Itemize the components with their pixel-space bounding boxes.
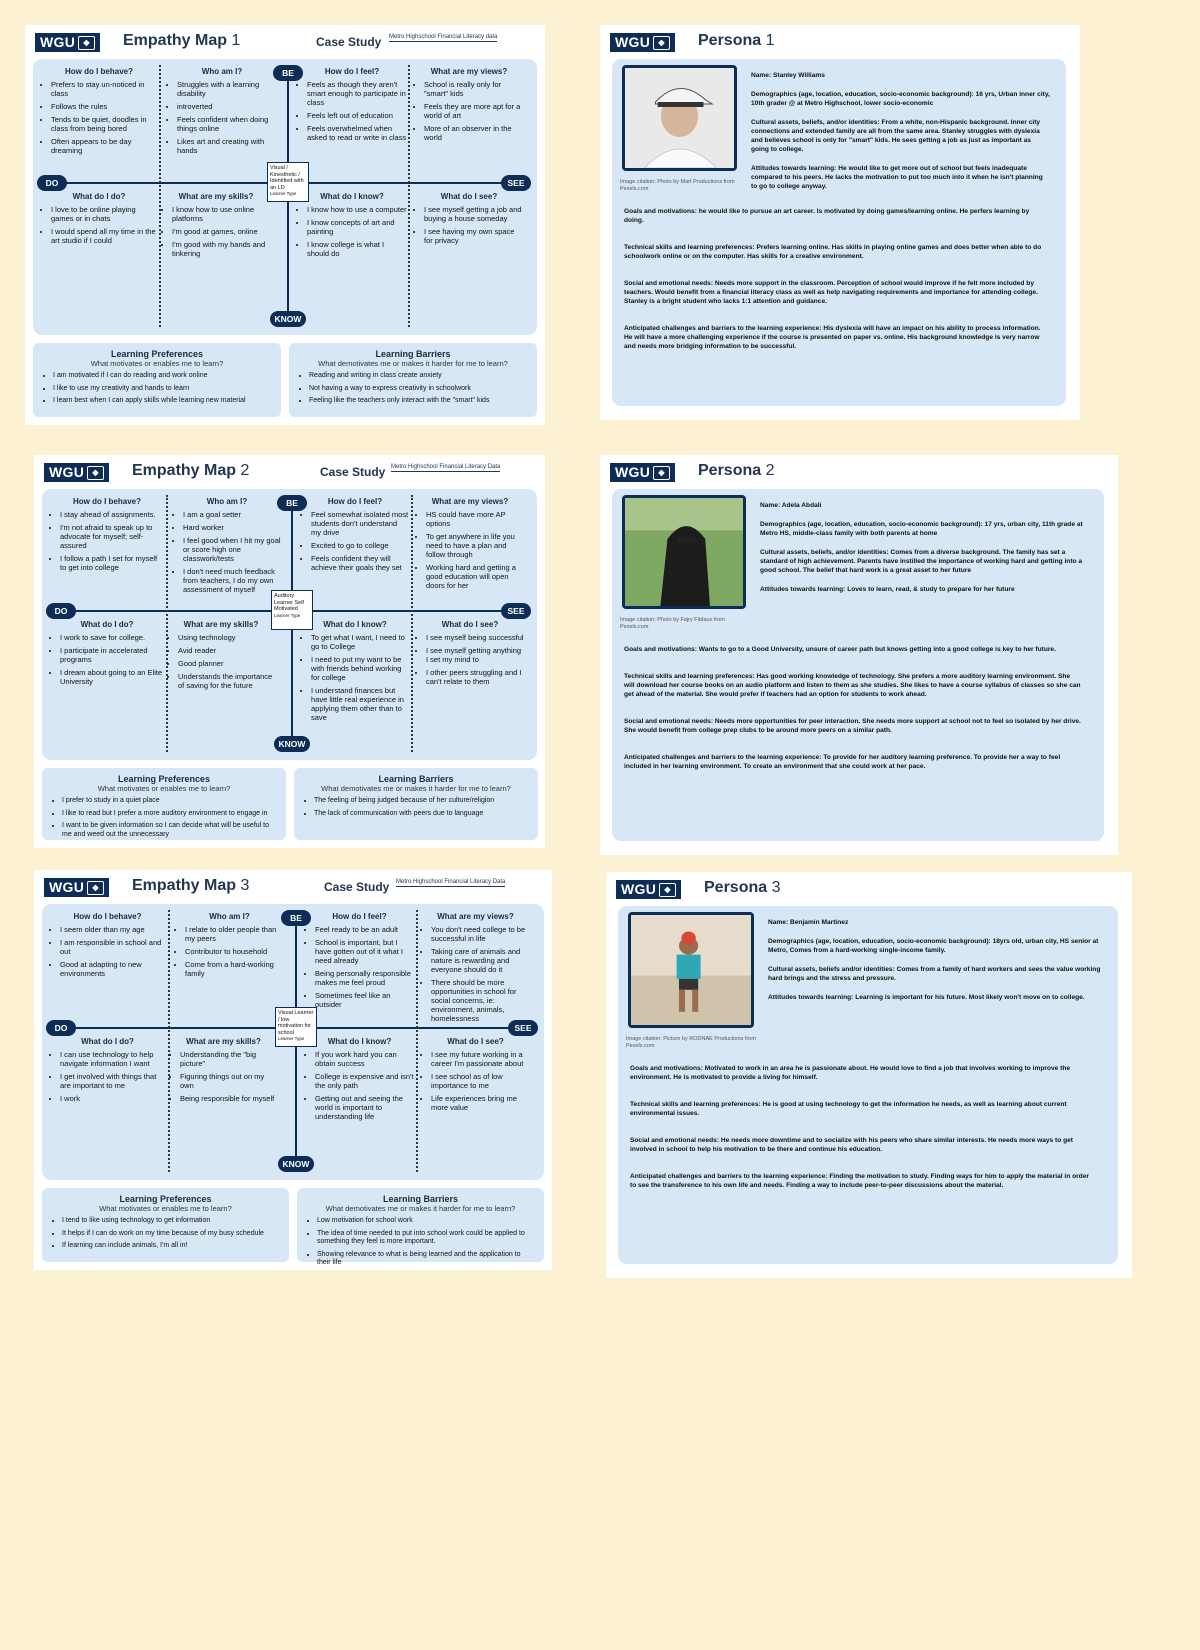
persona-field: Social and emotional needs: Needs more support in the classroom. Perception of school would improve if he felt more included by teachers. Would benefit from a financial literacy class as well as help navigating requirements and importance for attending college. Stanley is a bright student who lacks 1:1 attention and guidance. — [624, 280, 1038, 305]
data-source-link[interactable]: Metro Highschool Financial Literacy data — [389, 34, 498, 40]
card-header — [616, 880, 1122, 900]
learning-preferences: Learning Preferences What motivates or enables me to learn? • I prefer to study in a quiet place • I like to read but I prefer a more auditory environment to engage in • I want to be given information so I can decide what will be useful to me and weed out the unnecessary — [42, 768, 286, 840]
list-item: • Showing relevance to what is being learned and the application to their life — [317, 1251, 534, 1268]
learning-barriers: Learning Barriers What demotivates me or makes it harder for me to learn? • The feeling of being judged because of her culture/religion • The lack of communication with peers due to language — [294, 768, 538, 840]
persona-field: Technical skills and learning preferences: Prefers learning online. Has skills in playing online games and does better when able to do schoolwork online or on the computer. Has skills for a creative environment. — [624, 244, 1042, 260]
persona-field: Demographics (age, location, education, socio-economic background): 18yrs old, urban city, HS senior at Metro, Comes from a hard-working single-income family. — [768, 938, 1099, 954]
list-item: • Excited to go to college — [311, 541, 409, 550]
skills-section: What are my skills? • Understanding the "big picture" • Figuring things out on my own • Being responsible for myself — [170, 1037, 277, 1107]
list-item: • Feels confident they will achieve their goals they set — [311, 554, 409, 572]
skills-section: What are my skills? • I know how to use online platforms • I'm good at games, online • I'm good with my hands and tinkering — [162, 192, 270, 262]
list-item: • Taking care of animals and nature is rewarding and everyone should do it — [431, 947, 530, 974]
list-item: • School is really only for "smart" kids — [424, 80, 524, 98]
know-section: What do I know? • To get what I want, I need to go to College • I need to put my want to be with friends behind working for college • I understand finances but have little real experience in applying them other than to save — [301, 620, 409, 726]
how-behave-section: How do I behave? • I seem older than my age • I am responsible in school and out • Good at adapting to new environments — [50, 912, 165, 982]
persona-field: Goals and motivations: he would like to pursue an art career. Is motivated by doing games/learning online. He perfers learning by doing. — [624, 208, 1030, 224]
list-item: • I love to be online playing games or in chats — [51, 205, 157, 223]
list-item: • I see having my own space for privacy — [424, 227, 524, 245]
learner-type-box: Visual Learner / low motivation for school Learner Type — [275, 1007, 317, 1047]
empathy-map-card — [25, 25, 545, 425]
list-item: • The idea of time needed to put into school work could be applied to something they feel is more important. — [317, 1230, 534, 1247]
what-do-section: What do I do? • I work to save for college. • I participate in accelerated programs • I dream about going to an Elite University — [50, 620, 164, 690]
what-do-section: What do I do? • I can use technology to help navigate information I want • I get involved with things that are important to me • I work — [50, 1037, 165, 1107]
case-study-label: Case Study — [324, 880, 390, 894]
owl-icon: ◆ — [653, 36, 670, 50]
list-item: • Not having a way to express creativity in schoolwork — [309, 385, 527, 394]
list-item: • I don't need much feedback from teachers, I do my own assessment of myself — [183, 567, 281, 594]
list-item: • Sometimes feel like an outsider — [315, 991, 414, 1009]
list-item: • Getting out and seeing the world is important to understanding life — [315, 1094, 414, 1121]
list-item: • College is expensive and isn't the only path — [315, 1072, 414, 1090]
card-header — [610, 33, 1070, 53]
list-item: • There should be more opportunities in school for social concerns, ie: environment, animals, homelessness — [431, 978, 530, 1023]
list-item: • The lack of communication with peers due to language — [314, 810, 528, 819]
see-label: SEE — [508, 1020, 538, 1036]
empathy-map-card — [34, 870, 552, 1270]
persona-bottom-text — [624, 645, 1082, 789]
persona-photo — [622, 65, 737, 171]
persona-field: Technical skills and learning preferences: Has good working knowledge of technology. She prefers a more auditory learning environment. She will download her course books on an audio platform and listen to them as she studies. She likes to have a course syllabus of classes so she can get ahead of the material. She would prefer if teachers had an option for students to work ahead. — [624, 673, 1081, 698]
case-study-label: Case Study — [316, 35, 382, 49]
persona-card — [600, 25, 1080, 420]
image-citation: Image citation: Photo by Mart Productions from Pexels.com — [620, 179, 735, 192]
list-item: • Hard worker — [183, 523, 281, 532]
list-item: • I can use technology to help navigate information I want — [60, 1050, 165, 1068]
list-item: • I work to save for college. — [60, 633, 164, 642]
list-item: • Come from a hard-working family — [185, 960, 284, 978]
persona-top-text — [751, 71, 1050, 201]
list-item: • I need to put my want to be with friends behind working for college — [311, 655, 409, 682]
map-title: Empathy Map 3 — [132, 877, 250, 894]
be-label: BE — [277, 495, 307, 511]
list-item: • I get involved with things that are important to me — [60, 1072, 165, 1090]
persona-field: Attitudes towards learning: Learning is important for his future. Most likely won't move on to college. — [768, 994, 1085, 1001]
persona-field: Cultural assets, beliefs, and/or identities: From a white, non-Hispanic background. Inner city connections and extended family are all from the same area. Stanley struggles with dyslexia and believes school is only for "smart" kids. He sees getting a job as just as important as going to college. — [751, 119, 1041, 153]
list-item: • I dream about going to an Elite University — [60, 668, 164, 686]
list-item: • I prefer to study in a quiet place — [62, 797, 276, 806]
list-item: • I know college is what I should do — [307, 240, 407, 258]
who-am-i-section: Who am I? • I am a goal setter • Hard worker • I feel good when I hit my goal or score high one classwork/tests • I don't need much feedback from teachers, I do my own assessment of myself — [173, 497, 281, 598]
how-feel-section: How do I feel? • Feels as though they aren't smart enough to participate in class • Feels left out of education • Feels overwhelmed when asked to read or write in class — [297, 67, 407, 146]
list-item: • introverted — [177, 102, 277, 111]
do-label: DO — [46, 603, 76, 619]
know-label: KNOW — [278, 1156, 314, 1172]
divider — [411, 495, 413, 752]
owl-icon: ◆ — [653, 466, 670, 480]
list-item: • To get what I want, I need to go to College — [311, 633, 409, 651]
know-section: What do I know? • If you work hard you can obtain success • College is expensive and isn't the only path • Getting out and seeing the world is important to understanding life — [305, 1037, 414, 1125]
list-item: • To get anywhere in life you need to have a plan and follow through — [426, 532, 524, 559]
list-item: • I seem older than my age — [60, 925, 165, 934]
list-item: • I see myself getting anything I set my mind to — [426, 646, 524, 664]
list-item: • I tend to like using technology to get information — [62, 1217, 279, 1226]
list-item: • I like to read but I prefer a more auditory environment to engage in — [62, 810, 276, 819]
list-item: • I'm good with my hands and tinkering — [172, 240, 270, 258]
persona-top-text — [768, 918, 1102, 1012]
do-label: DO — [37, 175, 67, 191]
case-study-label: Case Study — [320, 465, 386, 479]
persona-title: Persona 3 — [704, 879, 781, 896]
persona-field: Name: Adela Abdali — [760, 502, 822, 509]
persona-field: Social and emotional needs: He needs more downtime and to socialize with his peers who share similar interests. He needs more ways to get involved in school to help his motivation to be there and continue his education. — [630, 1137, 1074, 1153]
list-item: • Understanding the "big picture" — [180, 1050, 277, 1068]
learning-barriers: Learning Barriers What demotivates me or makes it harder for me to learn? • Reading and writing in class create anxiety • Not having a way to express creativity in schoolwork • Feeling like the teachers only interact with the "smart" kids — [289, 343, 537, 417]
list-item: • I am responsible in school and out — [60, 938, 165, 956]
list-item: • The feeling of being judged because of her culture/religion — [314, 797, 528, 806]
learner-type-box: Visual / Kinesthetic / Identified with an LD Learner Type — [267, 162, 309, 202]
list-item: • Understands the importance of saving for the future — [178, 672, 274, 690]
list-item: • I'm not afraid to speak up to advocate for myself; self-assured — [60, 523, 164, 550]
list-item: • I learn best when I can apply skills while learning new material — [53, 397, 271, 406]
list-item: • I see myself being successful — [426, 633, 524, 642]
divider — [159, 65, 161, 327]
do-label: DO — [46, 1020, 76, 1036]
list-item: • I would spend all my time in the art studio if I could — [51, 227, 157, 245]
list-item: • Reading and writing in class create anxiety — [309, 372, 527, 381]
persona-photo — [622, 495, 746, 609]
owl-icon: ◆ — [78, 36, 95, 50]
list-item: • Feels as though they aren't smart enough to participate in class — [307, 80, 407, 107]
persona-field: Anticipated challenges and barriers to the learning experience: His dyslexia will have an impact on his ability to process information. He will have a more challenging experience if the course is presented on paper vs. online. His background knowledge is very narrow and needs more bridging information to be successful. — [624, 325, 1041, 350]
owl-icon: ◆ — [87, 466, 104, 480]
persona-field: Demographics (age, location, education, socio-economic background): 16 yrs, Urban inner city, 10th grader @ at Metro Highschool, lower socio-economic — [751, 91, 1050, 107]
be-label: BE — [281, 910, 311, 926]
list-item: • Feel somewhat isolated most students don't understand my drive — [311, 510, 409, 537]
list-item: • Feeling like the teachers only interact with the "smart" kids — [309, 397, 527, 406]
wgu-logo: WGU ◆ — [44, 463, 109, 482]
map-title: Empathy Map 1 — [123, 32, 241, 49]
list-item: • I know how to use online platforms — [172, 205, 270, 223]
owl-icon: ◆ — [659, 883, 676, 897]
list-item: • If learning can include animals, I'm all in! — [62, 1242, 279, 1251]
list-item: • It helps if I can do work on my time because of my busy schedule — [62, 1230, 279, 1239]
owl-icon: ◆ — [87, 881, 104, 895]
list-item: • Good planner — [178, 659, 274, 668]
persona-card — [600, 455, 1118, 855]
know-label: KNOW — [274, 736, 310, 752]
card-header — [610, 463, 1108, 483]
list-item: • I am a goal setter — [183, 510, 281, 519]
persona-field: Name: Benjamin Martinez — [768, 919, 849, 926]
card-header — [44, 463, 535, 483]
persona-field: Goals and motivations: Wants to go to a Good University, unsure of career path but knows getting into a good college is key to her future. — [624, 646, 1056, 653]
see-label: SEE — [501, 175, 531, 191]
how-behave-section: How do I behave? • I stay ahead of assignments. • I'm not afraid to speak up to advocate for myself; self-assured • I follow a path I set for myself to get into college — [50, 497, 164, 576]
list-item: • Being responsible for myself — [180, 1094, 277, 1103]
who-am-i-section: Who am I? • I relate to older people than my peers • Contributor to household • Come from a hard-working family — [175, 912, 284, 982]
persona-field: Attitudes towards learning: Loves to learn, read, & study to prepare for her future — [760, 586, 1015, 593]
how-behave-section: How do I behave? • Prefers to stay un-noticed in class • Follows the rules • Tends to be quiet, doodles in class from being bored • Often appears to be day dreaming — [41, 67, 157, 159]
list-item: • I work — [60, 1094, 165, 1103]
image-citation: Image citation: Picture by RODNAE Productions from Pexels.com — [626, 1036, 756, 1049]
see-section: What do I see? • I see myself getting a job and buying a house someday • I see having my own space for privacy — [414, 192, 524, 249]
see-section: What do I see? • I see myself being successful • I see myself getting anything I set my mind to • I other peers struggling and I can't relate to them — [416, 620, 524, 690]
persona-bottom-text — [630, 1064, 1096, 1208]
list-item: • More of an observer in the world — [424, 124, 524, 142]
divider — [408, 65, 410, 327]
persona-field: Demographics (age, location, education, socio-economic background): 17 yrs, urban city, 11th grade at Metro HS, middle-class family with both parents at home — [760, 521, 1083, 537]
list-item: • HS could have more AP options — [426, 510, 524, 528]
views-section: What are my views? • You don't need college to be successful in life • Taking care of animals and nature is rewarding and everyone should do it • There should be more opportunities in school for social concerns, ie: environment, animals, homelessness — [421, 912, 530, 1027]
list-item: • I know how to use a computer — [307, 205, 407, 214]
list-item: • I'm good at games, online — [172, 227, 270, 236]
persona-field: Cultural assets, beliefs and/or identities: Comes from a family of hard workers and sees the value working hard brings and the stress and pressure. — [768, 966, 1101, 982]
learning-preferences: Learning Preferences What motivates or enables me to learn? • I am motivated if I can do reading and work online • I like to use my creativity and hands to learn • I learn best when I can apply skills while learning new material — [33, 343, 281, 417]
persona-top-text — [760, 501, 1088, 604]
wgu-logo: WGU ◆ — [616, 880, 681, 899]
list-item: • I other peers struggling and I can't relate to them — [426, 668, 524, 686]
persona-title: Persona 1 — [698, 32, 775, 49]
persona-field: Cultural assets, beliefs, and/or identities: Comes from a diverse background. The family has set a standard of high achievement. Parents have instilled the importance of working hard and getting into a good school. The belief that hard work is a great asset to her future — [760, 549, 1083, 574]
persona-bottom-text — [624, 207, 1044, 369]
learning-preferences: Learning Preferences What motivates or enables me to learn? • I tend to like using technology to get information • It helps if I can do work on my time because of my busy schedule • If learning can include animals, I'm all in! — [42, 1188, 289, 1262]
learner-type-box: Auditory Learner Self Motivated Learner Type — [271, 590, 313, 630]
list-item: • I follow a path I set for myself to get into college — [60, 554, 164, 572]
list-item: • I see my future working in a career I'm passionate about — [431, 1050, 530, 1068]
list-item: • Avid reader — [178, 646, 274, 655]
wgu-logo: WGU ◆ — [35, 33, 100, 52]
card-header — [44, 878, 542, 898]
know-label: KNOW — [270, 311, 306, 327]
who-am-i-section: Who am I? • Struggles with a learning disability • introverted • Feels confident when doing things online • Likes art and creating with hands — [167, 67, 277, 159]
persona-photo — [628, 912, 754, 1028]
map-title: Empathy Map 2 — [132, 462, 250, 479]
what-do-section: What do I do? • I love to be online playing games or in chats • I would spend all my time in the art studio if I could — [41, 192, 157, 249]
persona-field: Attitudes towards learning: He would like to get more out of school but feels inadequate compared to his peers. He lacks the motivation to put too much into it when he isn't planning to go to college anyway. — [751, 165, 1043, 190]
persona-field: Anticipated challenges and barriers to the learning experience: Finding the motivation to study. Finding ways for him to apply the material in order to see the transference to his own life and needs. Finding a way to include peer-to-peer discussions about the material. — [630, 1173, 1089, 1189]
see-label: SEE — [501, 603, 531, 619]
persona-field: Goals and motivations: Motivated to work in an area he is passionate about. He would love to find a job that involves working to improve the environment. He is motivated to provide a living for himself. — [630, 1065, 1071, 1081]
list-item: • Often appears to be day dreaming — [51, 137, 157, 155]
list-item: • Feels they are more apt for a world of art — [424, 102, 524, 120]
list-item: • Life experiences bring me more value — [431, 1094, 530, 1112]
list-item: • Prefers to stay un-noticed in class — [51, 80, 157, 98]
empathy-map-card — [34, 455, 545, 848]
list-item: • Working hard and getting a good education will open doors for her — [426, 563, 524, 590]
card-header — [35, 33, 535, 53]
list-item: • If you work hard you can obtain success — [315, 1050, 414, 1068]
list-item: • I know concepts of art and painting — [307, 218, 407, 236]
list-item: • Likes art and creating with hands — [177, 137, 277, 155]
persona-card — [606, 872, 1132, 1278]
views-section: What are my views? • School is really only for "smart" kids • Feels they are more apt for a world of art • More of an observer in the world — [414, 67, 524, 146]
list-item: • I relate to older people than my peers — [185, 925, 284, 943]
list-item: • Low motivation for school work — [317, 1217, 534, 1226]
list-item: • Figuring things out on my own — [180, 1072, 277, 1090]
list-item: • I like to use my creativity and hands to learn — [53, 385, 271, 394]
see-section: What do I see? • I see my future working in a career I'm passionate about • I see school as of low importance to me • Life experiences bring me more value — [421, 1037, 530, 1116]
list-item: • I understand finances but have little real experience in applying them other than to save — [311, 686, 409, 722]
list-item: • You don't need college to be successful in life — [431, 925, 530, 943]
list-item: • Contributor to household — [185, 947, 284, 956]
list-item: • Follows the rules — [51, 102, 157, 111]
list-item: • I participate in accelerated programs — [60, 646, 164, 664]
data-source-link[interactable]: Metro Highschool Financial Literacy Data — [391, 464, 501, 470]
how-feel-section: How do I feel? • Feel ready to be an adult • School is important, but I have gotten out of it what I need already • Being personally responsible makes me feel proud • Sometimes feel like an outsider — [305, 912, 414, 1013]
persona-field: Name: Stanley Williams — [751, 72, 825, 79]
persona-field: Technical skills and learning preferences: He is good at using technology to get the information he needs, as well as learning about current environmental issues. — [630, 1101, 1067, 1117]
persona-field: Social and emotional needs: Needs more opportunities for peer interaction. She needs more support at school not to feel so isolated by her drive. She would benefit from college prep clubs to be around more peers on a similar path. — [624, 718, 1081, 734]
persona-field: Anticipated challenges and barriers to the learning experience: To provide for her auditory learning preference. To provide her a way to feel included in her learning environment. To create an environment that she could work at her pace. — [624, 754, 1061, 770]
list-item: • Being personally responsible makes me feel proud — [315, 969, 414, 987]
data-source-link[interactable]: Metro Highschool Financial Literacy Data — [396, 879, 506, 885]
list-item: • Feels confident when doing things online — [177, 115, 277, 133]
list-item: • Using technology — [178, 633, 274, 642]
list-item: • Feels left out of education — [307, 111, 407, 120]
learning-barriers: Learning Barriers What demotivates me or makes it harder for me to learn? • Low motivation for school work • The idea of time needed to put into school work could be applied to something they feel is more important. • Showing relevance to what is being learned and the application to their life — [297, 1188, 544, 1262]
list-item: • I am motivated if I can do reading and work online — [53, 372, 271, 381]
skills-section: What are my skills? • Using technology • Avid reader • Good planner • Understands the importance of saving for the future — [168, 620, 274, 694]
list-item: • I stay ahead of assignments. — [60, 510, 164, 519]
views-section: What are my views? • HS could have more AP options • To get anywhere in life you need to have a plan and follow through • Working hard and getting a good education will open doors for her — [416, 497, 524, 594]
list-item: • I want to be given information so I can decide what will be useful to me and weed out the unnecessary — [62, 822, 276, 839]
list-item: • I see myself getting a job and buying a house someday — [424, 205, 524, 223]
divider — [416, 910, 418, 1172]
wgu-logo: WGU ◆ — [610, 33, 675, 52]
list-item: • Feels overwhelmed when asked to read or write in class — [307, 124, 407, 142]
how-feel-section: How do I feel? • Feel somewhat isolated most students don't understand my drive • Excited to go to college • Feels confident they will achieve their goals they set — [301, 497, 409, 576]
wgu-logo: WGU ◆ — [610, 463, 675, 482]
know-section: What do I know? • I know how to use a computer • I know concepts of art and painting • I know college is what I should do — [297, 192, 407, 262]
list-item: • I see school as of low importance to me — [431, 1072, 530, 1090]
image-citation: Image citation: Photo by Fajry Fitdaus from Pexels.com — [620, 617, 725, 630]
list-item: • I feel good when I hit my goal or score high one classwork/tests — [183, 536, 281, 563]
list-item: • Feel ready to be an adult — [315, 925, 414, 934]
list-item: • Tends to be quiet, doodles in class from being bored — [51, 115, 157, 133]
wgu-logo: WGU ◆ — [44, 878, 109, 897]
list-item: • Struggles with a learning disability — [177, 80, 277, 98]
persona-title: Persona 2 — [698, 462, 775, 479]
be-label: BE — [273, 65, 303, 81]
list-item: • School is important, but I have gotten out of it what I need already — [315, 938, 414, 965]
list-item: • Good at adapting to new environments — [60, 960, 165, 978]
